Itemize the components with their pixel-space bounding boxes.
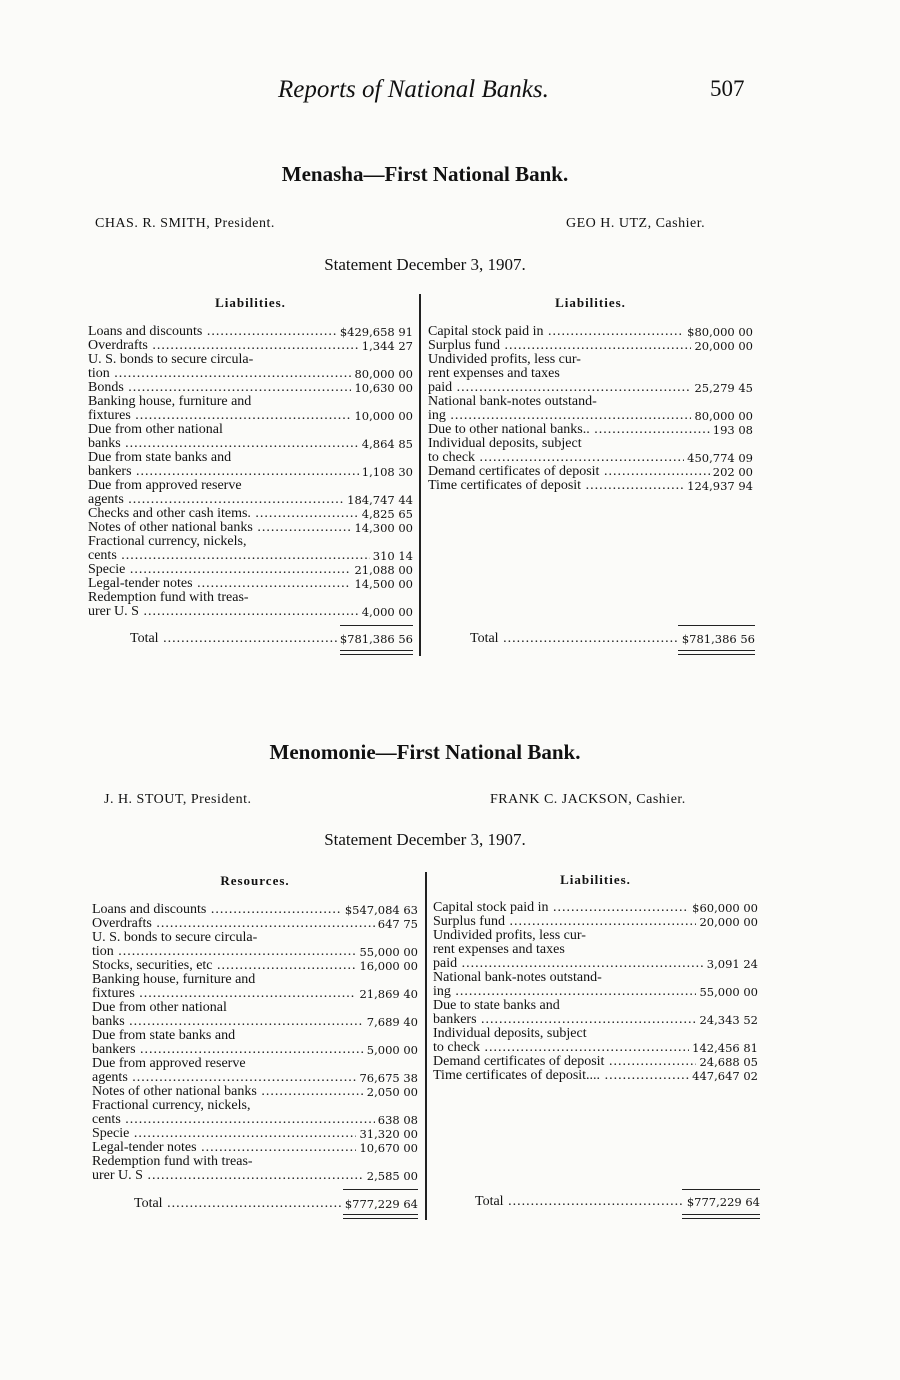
ledger-item-amount: 76,675 38 bbox=[356, 1071, 418, 1085]
ledger-item-label: tion ..... bbox=[88, 367, 413, 381]
ledger-item-amount: 14,300 00 bbox=[351, 521, 413, 535]
total-double-rule bbox=[343, 1214, 418, 1219]
total-label: Total ..... bbox=[88, 631, 413, 647]
ledger-item-amount: 647 75 bbox=[375, 917, 418, 931]
ledger-item-label: Loans and discounts ..... bbox=[92, 903, 418, 917]
cashier: GEO H. UTZ, Cashier. bbox=[566, 216, 706, 231]
ledger-item-amount: 142,456 81 bbox=[689, 1041, 758, 1055]
ledger-item-label: Surplus fund ..... bbox=[433, 915, 758, 929]
total-label: Total ..... bbox=[428, 631, 755, 647]
resources-list bbox=[88, 325, 413, 619]
ledger-row bbox=[88, 521, 413, 535]
left-total-row bbox=[88, 631, 413, 647]
ledger-item-amount: 20,000 00 bbox=[696, 915, 758, 929]
total-double-rule bbox=[682, 1214, 760, 1219]
ledger-row bbox=[88, 577, 413, 591]
ledger-row bbox=[92, 1099, 418, 1113]
ledger-item-label: paid ..... bbox=[428, 381, 753, 395]
ledger-item-label: Overdrafts ..... bbox=[92, 917, 418, 931]
ledger-item-label: Banking house, furniture and bbox=[88, 395, 252, 409]
ledger-row bbox=[92, 1015, 418, 1029]
ledger-row bbox=[88, 563, 413, 577]
ledger-row bbox=[433, 985, 758, 999]
column-divider bbox=[425, 872, 427, 1220]
ledger-item-label: bankers ..... bbox=[92, 1043, 418, 1057]
ledger-item-label: ing ..... bbox=[433, 985, 758, 999]
ledger-item-label: Specie ..... bbox=[88, 563, 413, 577]
ledger-item-label: Legal-tender notes ..... bbox=[88, 577, 413, 591]
total-amount: $781,386 56 bbox=[679, 631, 755, 647]
ledger-item-label: Notes of other national banks ..... bbox=[92, 1085, 418, 1099]
total-rule bbox=[340, 625, 413, 626]
ledger-row bbox=[92, 1141, 418, 1155]
ledger-row bbox=[428, 451, 753, 465]
resources-list bbox=[92, 903, 418, 1183]
ledger-item-amount: 5,000 00 bbox=[364, 1043, 418, 1057]
ledger-row bbox=[92, 917, 418, 931]
ledger-row bbox=[88, 437, 413, 451]
ledger-row bbox=[88, 325, 413, 339]
ledger-item-label: paid ..... bbox=[433, 957, 758, 971]
ledger-item-label: Notes of other national banks ..... bbox=[88, 521, 413, 535]
ledger-item-amount: $80,000 00 bbox=[684, 325, 753, 339]
ledger-item-label: Demand certificates of deposit ..... bbox=[428, 465, 753, 479]
ledger-item-label: Due from approved reserve bbox=[88, 479, 242, 493]
ledger-item-label: Legal-tender notes ..... bbox=[92, 1141, 418, 1155]
ledger-item-label: Surplus fund ..... bbox=[428, 339, 753, 353]
ledger-item-label: tion ..... bbox=[92, 945, 418, 959]
ledger-item-amount: 16,000 00 bbox=[356, 959, 418, 973]
ledger-item-label: Capital stock paid in ..... bbox=[433, 901, 758, 915]
ledger-row bbox=[433, 1041, 758, 1055]
left-total-row bbox=[92, 1196, 418, 1212]
ledger-item-amount: 184,747 44 bbox=[344, 493, 413, 507]
ledger-row bbox=[433, 943, 758, 957]
total-rule bbox=[343, 1189, 418, 1190]
ledger-item-label: Stocks, securities, etc ..... bbox=[92, 959, 418, 973]
ledger-row bbox=[88, 381, 413, 395]
ledger-item-amount: 1,108 30 bbox=[359, 465, 413, 479]
ledger-row bbox=[433, 901, 758, 915]
running-head bbox=[0, 76, 900, 108]
ledger-row bbox=[433, 999, 758, 1013]
ledger-row bbox=[428, 381, 753, 395]
ledger-item-label: Bonds ..... bbox=[88, 381, 413, 395]
total-amount: $781,386 56 bbox=[337, 631, 413, 647]
ledger-item-amount: 31,320 00 bbox=[356, 1127, 418, 1141]
total-amount: $777,229 64 bbox=[342, 1196, 418, 1212]
ledger-item-amount: 2,050 00 bbox=[364, 1085, 418, 1099]
cashier: FRANK C. JACKSON, Cashier. bbox=[490, 792, 686, 807]
ledger-item-amount: 21,088 00 bbox=[351, 563, 413, 577]
ledger-item-label: Undivided profits, less cur- bbox=[433, 929, 586, 943]
president: CHAS. R. SMITH, President. bbox=[95, 216, 275, 231]
ledger-item-label: Individual deposits, subject bbox=[428, 437, 582, 451]
ledger-row bbox=[428, 339, 753, 353]
ledger-item-amount: 55,000 00 bbox=[696, 985, 758, 999]
ledger-item-amount: 124,937 94 bbox=[684, 479, 753, 493]
ledger-item-label: Demand certificates of deposit ..... bbox=[433, 1055, 758, 1069]
ledger-row bbox=[88, 367, 413, 381]
page-number: 507 bbox=[710, 76, 745, 101]
ledger-item-label: National bank-notes outstand- bbox=[428, 395, 597, 409]
ledger-row bbox=[428, 479, 753, 493]
ledger-item-amount: 55,000 00 bbox=[356, 945, 418, 959]
ledger-row bbox=[92, 1043, 418, 1057]
ledger-item-label: ing ..... bbox=[428, 409, 753, 423]
ledger-item-amount: $547,084 63 bbox=[342, 903, 418, 917]
ledger-item-amount: $60,000 00 bbox=[689, 901, 758, 915]
ledger-item-label: Redemption fund with treas- bbox=[88, 591, 249, 605]
ledger-row bbox=[88, 339, 413, 353]
ledger-item-label: Time certificates of deposit ..... bbox=[428, 479, 753, 493]
ledger-row bbox=[433, 957, 758, 971]
ledger-row bbox=[92, 973, 418, 987]
ledger-item-amount: 4,000 00 bbox=[359, 605, 413, 619]
ledger-item-label: urer U. S ..... bbox=[92, 1169, 418, 1183]
ledger-row bbox=[428, 367, 753, 381]
ledger-item-label: Time certificates of deposit.... ..... bbox=[433, 1069, 758, 1083]
ledger-item-label: Due from other national bbox=[88, 423, 223, 437]
ledger-item-amount: 450,774 09 bbox=[684, 451, 753, 465]
ledger-row bbox=[428, 353, 753, 367]
ledger-row bbox=[433, 929, 758, 943]
right-column-heading: Liabilities. bbox=[555, 295, 626, 310]
ledger-item-label: to check ..... bbox=[428, 451, 753, 465]
ledger-item-label: U. S. bonds to secure circula- bbox=[92, 931, 258, 945]
ledger-row bbox=[88, 465, 413, 479]
ledger-row bbox=[428, 409, 753, 423]
total-rule bbox=[678, 625, 755, 626]
ledger-row bbox=[92, 1001, 418, 1015]
ledger-item-label: bankers ..... bbox=[88, 465, 413, 479]
right-total-row bbox=[428, 631, 755, 647]
ledger-item-amount: 447,647 02 bbox=[689, 1069, 758, 1083]
ledger-item-label: Due from other national bbox=[92, 1001, 227, 1015]
ledger-row bbox=[428, 395, 753, 409]
ledger-row bbox=[92, 1085, 418, 1099]
ledger-row bbox=[433, 1069, 758, 1083]
ledger-item-amount: 21,869 40 bbox=[356, 987, 418, 1001]
ledger-item-amount: 80,000 00 bbox=[691, 409, 753, 423]
ledger-row bbox=[428, 423, 753, 437]
statement-date: Statement December 3, 1907. bbox=[324, 830, 526, 849]
ledger-item-amount: 20,000 00 bbox=[691, 339, 753, 353]
ledger-row bbox=[88, 507, 413, 521]
ledger-row bbox=[433, 915, 758, 929]
column-divider bbox=[419, 294, 421, 656]
bank-title: Menasha—First National Bank. bbox=[281, 162, 569, 186]
ledger-item-label: urer U. S ..... bbox=[88, 605, 413, 619]
ledger-item-label: Due to state banks and bbox=[433, 999, 560, 1013]
ledger-item-amount: 4,864 85 bbox=[359, 437, 413, 451]
total-label: Total ..... bbox=[433, 1194, 760, 1210]
ledger-row bbox=[433, 1027, 758, 1041]
ledger-item-label: Banking house, furniture and bbox=[92, 973, 256, 987]
ledger-row bbox=[92, 1071, 418, 1085]
ledger-item-amount: 10,670 00 bbox=[356, 1141, 418, 1155]
ledger-item-label: Due from state banks and bbox=[88, 451, 232, 465]
ledger-item-amount: 80,000 00 bbox=[351, 367, 413, 381]
running-title: Reports of National Banks. bbox=[278, 76, 549, 103]
ledger-item-amount: 7,689 40 bbox=[364, 1015, 418, 1029]
ledger-item-label: Overdrafts ..... bbox=[88, 339, 413, 353]
president: J. H. STOUT, President. bbox=[104, 792, 252, 807]
ledger-row bbox=[92, 1057, 418, 1071]
ledger-item-amount: 2,585 00 bbox=[364, 1169, 418, 1183]
liabilities-list bbox=[433, 901, 758, 1083]
ledger-item-label: banks ..... bbox=[92, 1015, 418, 1029]
ledger-item-amount: 3,091 24 bbox=[704, 957, 758, 971]
left-column-heading: Liabilities. bbox=[215, 295, 286, 310]
ledger-item-amount: 14,500 00 bbox=[351, 577, 413, 591]
ledger-row bbox=[433, 1055, 758, 1069]
ledger-row bbox=[92, 945, 418, 959]
ledger-row bbox=[88, 451, 413, 465]
ledger-row bbox=[92, 987, 418, 1001]
ledger-item-amount: 1,344 27 bbox=[359, 339, 413, 353]
total-label: Total ..... bbox=[92, 1196, 418, 1212]
ledger-item-label: cents ..... bbox=[88, 549, 413, 563]
ledger-item-label: fixtures ..... bbox=[92, 987, 418, 1001]
ledger-item-label: fixtures ..... bbox=[88, 409, 413, 423]
ledger-item-label: Individual deposits, subject bbox=[433, 1027, 587, 1041]
ledger-row bbox=[433, 1013, 758, 1027]
ledger-row bbox=[88, 591, 413, 605]
ledger-item-amount: 24,688 05 bbox=[696, 1055, 758, 1069]
ledger-row bbox=[88, 535, 413, 549]
right-column-heading: Liabilities. bbox=[560, 872, 631, 887]
ledger-item-amount: 24,343 52 bbox=[696, 1013, 758, 1027]
ledger-row bbox=[88, 605, 413, 619]
ledger-item-label: Fractional currency, nickels, bbox=[92, 1099, 251, 1113]
ledger-row bbox=[428, 437, 753, 451]
ledger-row bbox=[92, 903, 418, 917]
ledger-item-label: rent expenses and taxes bbox=[428, 367, 560, 381]
ledger-item-label: Due to other national banks.. ..... bbox=[428, 423, 753, 437]
total-rule bbox=[682, 1189, 760, 1190]
ledger-item-label: Redemption fund with treas- bbox=[92, 1155, 253, 1169]
ledger-item-label: Loans and discounts ..... bbox=[88, 325, 413, 339]
left-column-heading: Resources. bbox=[220, 873, 290, 888]
bank-title: Menomonie—First National Bank. bbox=[269, 740, 581, 764]
ledger-row bbox=[92, 931, 418, 945]
ledger-item-label: cents ..... bbox=[92, 1113, 418, 1127]
liabilities-list bbox=[428, 325, 753, 493]
total-double-rule bbox=[678, 650, 755, 655]
total-double-rule bbox=[340, 650, 413, 655]
ledger-item-label: Checks and other cash items. ..... bbox=[88, 507, 413, 521]
ledger-row bbox=[88, 353, 413, 367]
ledger-item-label: National bank-notes outstand- bbox=[433, 971, 602, 985]
ledger-item-label: Fractional currency, nickels, bbox=[88, 535, 247, 549]
total-amount: $777,229 64 bbox=[684, 1194, 760, 1210]
ledger-item-label: Specie ..... bbox=[92, 1127, 418, 1141]
ledger-row bbox=[92, 1029, 418, 1043]
ledger-item-label: Due from approved reserve bbox=[92, 1057, 246, 1071]
ledger-row bbox=[88, 409, 413, 423]
ledger-row bbox=[88, 549, 413, 563]
ledger-item-label: Capital stock paid in ..... bbox=[428, 325, 753, 339]
ledger-item-amount: 25,279 45 bbox=[691, 381, 753, 395]
ledger-row bbox=[428, 325, 753, 339]
ledger-row bbox=[92, 1169, 418, 1183]
ledger-row bbox=[88, 493, 413, 507]
ledger-item-label: Due from state banks and bbox=[92, 1029, 236, 1043]
ledger-row bbox=[92, 959, 418, 973]
ledger-item-amount: 193 08 bbox=[710, 423, 753, 437]
ledger-item-amount: 10,630 00 bbox=[351, 381, 413, 395]
ledger-row bbox=[92, 1113, 418, 1127]
ledger-item-amount: 10,000 00 bbox=[351, 409, 413, 423]
ledger-row bbox=[92, 1155, 418, 1169]
ledger-item-label: to check ..... bbox=[433, 1041, 758, 1055]
ledger-row bbox=[88, 395, 413, 409]
ledger-item-label: bankers ..... bbox=[433, 1013, 758, 1027]
ledger-row bbox=[433, 971, 758, 985]
ledger-item-label: agents ..... bbox=[88, 493, 413, 507]
ledger-item-label: agents ..... bbox=[92, 1071, 418, 1085]
ledger-item-label: rent expenses and taxes bbox=[433, 943, 565, 957]
ledger-row bbox=[88, 423, 413, 437]
ledger-item-label: banks ..... bbox=[88, 437, 413, 451]
ledger-item-label: U. S. bonds to secure circula- bbox=[88, 353, 254, 367]
ledger-row bbox=[88, 479, 413, 493]
ledger-item-amount: 4,825 65 bbox=[359, 507, 413, 521]
ledger-row bbox=[428, 465, 753, 479]
ledger-item-amount: 638 08 bbox=[375, 1113, 418, 1127]
ledger-row bbox=[92, 1127, 418, 1141]
ledger-item-amount: $429,658 91 bbox=[337, 325, 413, 339]
ledger-item-amount: 310 14 bbox=[370, 549, 413, 563]
ledger-item-label: Undivided profits, less cur- bbox=[428, 353, 581, 367]
ledger-item-amount: 202 00 bbox=[710, 465, 753, 479]
right-total-row bbox=[433, 1194, 760, 1210]
statement-date: Statement December 3, 1907. bbox=[324, 255, 526, 274]
